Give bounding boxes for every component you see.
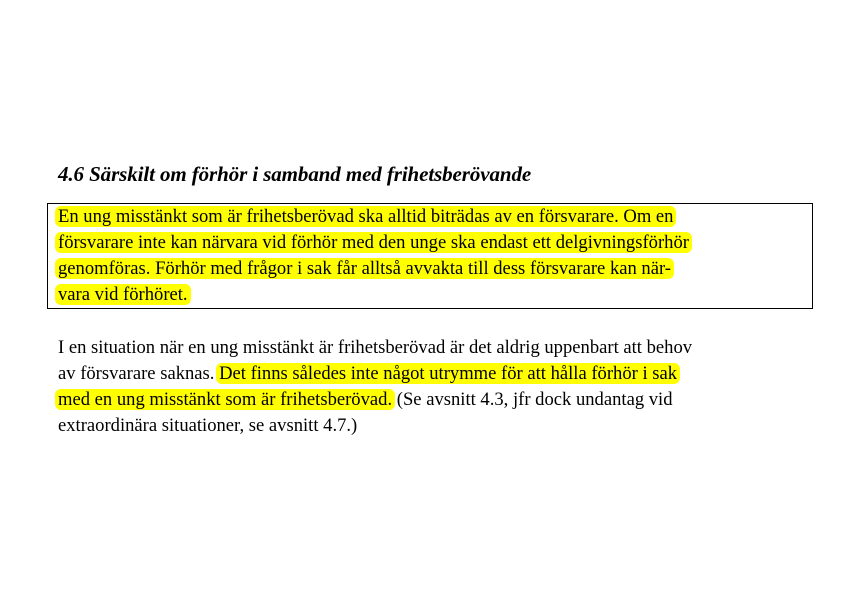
highlighted-text: Det finns således inte något utrymme för att hålla förhör i sak: [216, 363, 680, 384]
highlighted-text: med en ung misstänkt som är frihetsberövad.: [55, 389, 395, 410]
section-heading: 4.6 Särskilt om förhör i samband med frihetsberövande: [58, 162, 532, 186]
body-paragraph-line: [58, 363, 677, 385]
body-text: extraordinära situationer, se avsnitt 4.7.): [58, 415, 358, 436]
body-text: av försvarare saknas.: [58, 363, 215, 384]
highlighted-text: En ung misstänkt som är frihetsberövad ska alltid biträdas av en försvarare. Om en: [55, 206, 676, 227]
boxed-paragraph-line: [58, 232, 689, 254]
body-paragraph-line: [58, 415, 357, 437]
body-text: I en situation när en ung misstänkt är frihetsberövad är det aldrig uppenbart att behov: [58, 337, 693, 358]
body-text: (Se avsnitt 4.3, jfr dock undantag vid: [396, 389, 673, 410]
highlighted-text: vara vid förhöret.: [55, 284, 191, 305]
boxed-paragraph-line: [58, 258, 671, 280]
body-paragraph-line: [58, 389, 673, 411]
highlighted-text: genomföras. Förhör med frågor i sak får alltså avvakta till dess försvarare kan när-: [55, 258, 674, 279]
boxed-paragraph-line: [58, 206, 673, 228]
boxed-paragraph-line: [58, 284, 188, 306]
body-paragraph-line: [58, 337, 692, 359]
highlighted-text: försvarare inte kan närvara vid förhör med den unge ska endast ett delgivningsförhör: [55, 232, 692, 253]
